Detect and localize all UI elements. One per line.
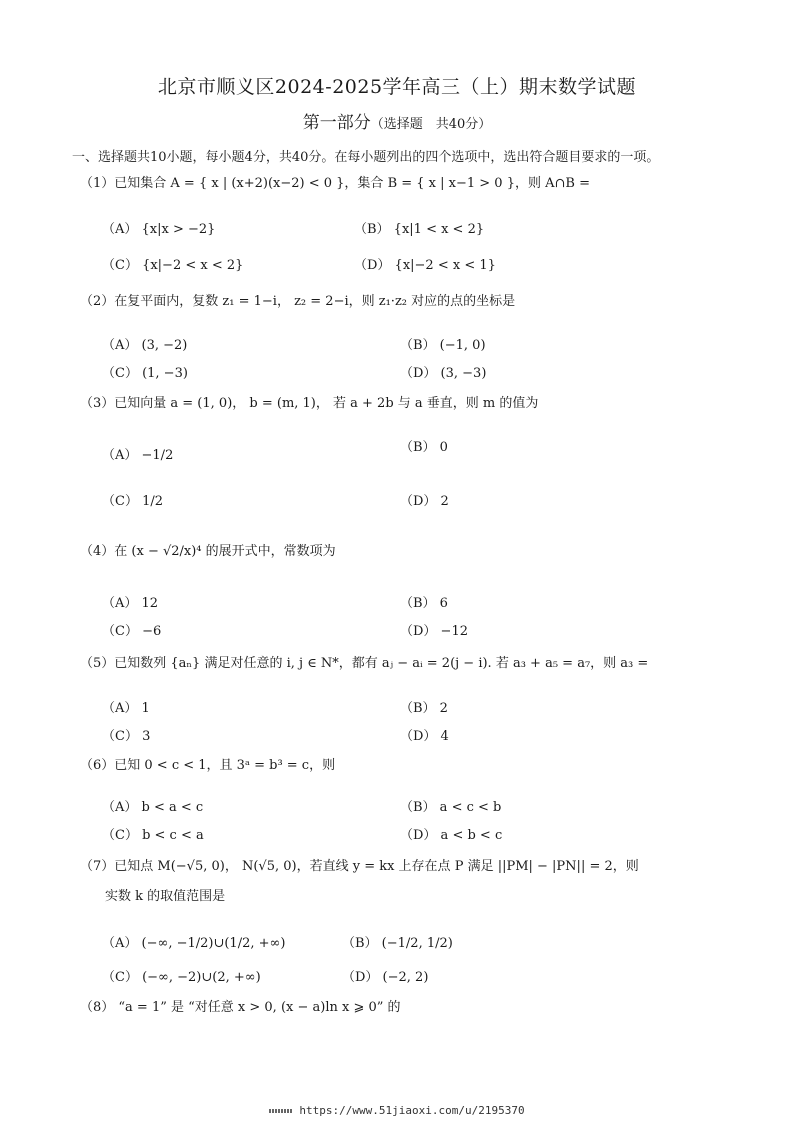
q1-option-d: （D） {x|−2 < x < 1} (354, 258, 496, 273)
q6-option-c: （C） b < c < a (102, 828, 204, 843)
footer-watermark (0, 1104, 794, 1117)
question-3-stem: （3）已知向量 a = (1, 0)， b = (m, 1)， 若 a + 2b 与 a 垂直，则 m 的值为 (80, 396, 539, 411)
q6-option-d: （D） a < b < c (400, 828, 503, 843)
q3-option-c: （C） 1/2 (102, 494, 164, 509)
q7-option-d: （D） (−2, 2) (342, 970, 429, 985)
section-instructions: 一、选择题共10小题，每小题4分，共40分。在每小题列出的四个选项中，选出符合题目要求的一项。 (72, 150, 660, 165)
question-5-stem: （5）已知数列 {aₙ} 满足对任意的 i, j ∈ N*，都有 aⱼ − aᵢ = 2(j − i). 若 a₃ + a₅ = a₇，则 a₃ = (80, 656, 649, 671)
question-6-stem: （6）已知 0 < c < 1，且 3ᵃ = b³ = c，则 (80, 758, 336, 773)
q5-option-b: （B） 2 (400, 701, 448, 716)
question-7-stem: （7）已知点 M(−√5, 0)， N(√5, 0)，若直线 y = kx 上存在点 P 满足 ||PM| − |PN|| = 2，则 (80, 859, 639, 874)
q4-option-a: （A） 12 (102, 596, 159, 611)
question-4-stem: （4）在 (x − √2/x)⁴ 的展开式中，常数项为 (80, 544, 336, 559)
part-heading (0, 108, 794, 133)
q3-option-a: （A） −1/2 (102, 448, 174, 463)
part-main: 第一部分 (302, 113, 371, 133)
part-sub: （选择题 共40分） (370, 117, 492, 132)
q4-option-d: （D） −12 (400, 624, 468, 639)
q2-option-d: （D） (3, −3) (400, 366, 487, 381)
q5-option-a: （A） 1 (102, 701, 150, 716)
logo-mark-icon (269, 1109, 293, 1113)
q6-option-a: （A） b < a < c (102, 800, 204, 815)
q7-option-b: （B） (−1/2, 1/2) (342, 936, 453, 951)
q7-option-c: （C） (−∞, −2)∪(2, +∞) (102, 970, 261, 985)
q4-option-c: （C） −6 (102, 624, 162, 639)
page-title: 北京市顺义区2024-2025学年高三（上）期末数学试题 (157, 76, 637, 98)
question-8-stem: （8） “a = 1” 是 “对任意 x > 0, (x − a)ln x ⩾ 0” 的 (80, 1000, 401, 1015)
q1-option-c: （C） {x|−2 < x < 2} (102, 258, 244, 273)
q3-option-d: （D） 2 (400, 494, 449, 509)
q1-option-b: （B） {x|1 < x < 2} (354, 222, 485, 237)
question-1-stem: （1）已知集合 A = { x | (x+2)(x−2) < 0 }，集合 B = { x | x−1 > 0 }，则 A∩B = (80, 176, 590, 191)
q3-option-b: （B） 0 (400, 440, 448, 455)
q1-option-a: （A） {x|x > −2} (102, 222, 216, 237)
q2-option-b: （B） (−1, 0) (400, 338, 486, 353)
question-2-stem: （2）在复平面内，复数 z₁ = 1−i， z₂ = 2−i，则 z₁·z₂ 对应的点的坐标是 (80, 294, 516, 309)
q5-option-c: （C） 3 (102, 729, 151, 744)
q7-option-a: （A） (−∞, −1/2)∪(1/2, +∞) (102, 936, 286, 951)
q4-option-b: （B） 6 (400, 596, 448, 611)
q6-option-b: （B） a < c < b (400, 800, 502, 815)
q5-option-d: （D） 4 (400, 729, 449, 744)
q2-option-a: （A） (3, −2) (102, 338, 188, 353)
question-7-stem-continued: 实数 k 的取值范围是 (105, 889, 226, 904)
q2-option-c: （C） (1, −3) (102, 366, 188, 381)
footer-link[interactable]: https://www.51jiaoxi.com/u/2195370 (299, 1104, 525, 1117)
